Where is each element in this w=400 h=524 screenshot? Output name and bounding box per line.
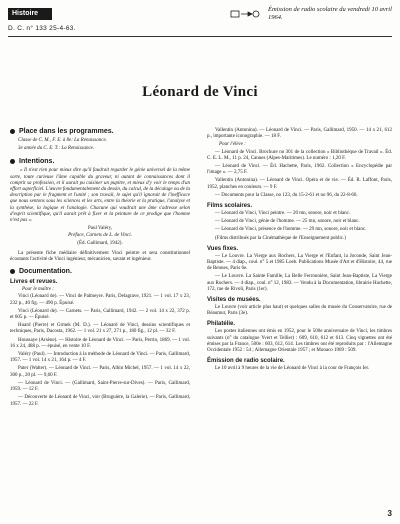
bibliography-entry: Vinci (Léonard de). — Carnets. — Paris, Gallimard, 1942. — 2 vol. 14 x 22, 372 p. et 605 p. — Épuisé. [10, 308, 190, 321]
subheading-livres: Livres et revues. [10, 279, 58, 286]
film-entry: — Léonard de Vinci, présence de l'homme. — 29 mn, sonore, noir et blanc. [215, 227, 367, 233]
subheading-pour-eleve: Pour l'élève : [219, 142, 246, 148]
slide-entry: — Le Louvre. La Sainte Famille, La Belle Ferronnière, Saint Jean-Baptiste, La Vierge aux Rochers. — 4 diap., coul. n° 12, 1983. — Vendu à la Documentation, librairie Hachette, 172, rue de Rivoli, Paris (1er). [207, 274, 392, 292]
subheading-philatelie: Philatélie. [207, 321, 236, 328]
section-heading-places: Place dans les programmes. [10, 128, 190, 135]
subheading-visites: Visites de musées. [207, 297, 261, 304]
bibliography-entry: Vinci (Léonard de). — Vinci de Palmeyre. Paris, Delagrave, 1921. — 1 vol. 17 x 23, 232 p., 40 fig. — 490 p. Épuisé. [10, 294, 190, 306]
bibliography-entry: — Documents pour la Classe, no 123, du 15-2-61 et no 96, du 22-8-60. [215, 192, 358, 198]
bullet-icon [10, 269, 15, 274]
header-rule [8, 36, 392, 37]
intentions-text: La présente fiche médiaire définitivement Vinci peintre et sera constitutionnel écoutants l'activité de Vinci ingénieur, mécanicien, savant et ingénieur. [10, 250, 190, 263]
subheading-emission: Émission de radio scolaire. [207, 358, 285, 365]
intentions-quote: « Il n'est rien pour mieux dire qu'il faudrait regarder le génie universel de la même sorte, toute curieuse l'âme capable du graveur, ni autant de connaissances dont il comprit sa profession, et il aurait pu cuisiner un pupitre, et mieux d'y voir le temps d'un effort superficiel. L'œuvre fondamentalement du dessin, du calcul, de la décalage ou de la description par le fragment et l'unité ; son travail, le sujet qu'il ignorait de l'inefficace que nous sentons sous les sciences et les arts, entre la théorie et la pratique, l'analyse et la synthèse, la logique et l'analogie. Chacune qui voudrait une âme s'adresse selon d'esprit scientifique, qu'il aurait prêt à fixer et la peinture de ce prodige que l'homme n'est pas ». [10, 168, 190, 224]
page-number: 3 [387, 509, 392, 518]
radio-emission-icon [230, 9, 260, 19]
film-entry: (Films distribués par la Cinémathèque de l'Enseignement public.) [215, 235, 346, 241]
visites-text: Le Louvre (voir article plus haut) et quelques salles du musée du Conservatoire, rue de Réaumur, Paris (3e). [207, 305, 392, 317]
left-column [10, 128, 190, 410]
section-heading-intentions: Intentions. [10, 158, 190, 165]
philatelie-text: Les postes italiennes ont émis en 1952, pour le 500e anniversaire de Vinci, les timbres suivants (n° du catalogue Yvert et Tellier) : 609, 610, 612 et 613. Cinq vignettes ont été émises par la France, 500e : 603, 612, 614. Les timbres ont été reproduits par : l'Allemagne Occidentale 1952 : 54 ; Allemagne Orientale 1957 ; et Monaco 1969 : 509. [207, 329, 392, 354]
bibliography-entry: Pater (Walter). — Léonard de Vinci. — Paris, Albin Michel, 1957. — 1 vol. 14 x 22, 300 p., 20 pl. — 9,60 F. [10, 366, 190, 378]
emission-text: Le 10 avril à 9 heures de la vie de Léonard de Vinci à la cour de François Ier. [215, 366, 370, 372]
places-line: 3e année du C. E. T.: La Renaissance. [18, 146, 95, 152]
section-badge: Histoire [8, 8, 52, 20]
subheading-pour-maitre: Pour le maître : [22, 287, 54, 293]
bibliography-entry: — Léonard de Vinci. Brochure no 301 de la collection « Bibliothèque de Travail ». Éd. C. E. L. M., 11 p. 24, Cannes (Alpes-Maritimes). Le numéro : 1,20 F. [207, 149, 392, 161]
document-reference: D. C. n° 133 25-4-63. [8, 25, 76, 32]
places-line: Classe de C. M., F. E. à 8e: La Renaissance. [18, 138, 107, 143]
bibliography-entry: Huard (Pierre) et Grmek (M. D.). — Léonard de Vinci, dessins scientifiques et techniques, Paris, Dacosta, 1962. — 1 vol. 21 x 27, 271 p., 180 fig., 12 pl. — 32 F. [10, 323, 190, 335]
subheading-films: Films scolaires. [207, 203, 253, 210]
bibliography-entry: Valéry (Paul). — Introduction à la méthode de Léonard de Vinci. — Paris, Gallimard, 1957. — 1 vol. 14 x 21, 164 p. — 4 F. [10, 352, 190, 364]
film-entry: — Léonard de Vinci, Vinci peintre. — 20 mn, sonore, noir et blanc. [215, 211, 351, 217]
bibliography-entry: — Léonard de Vinci. — Éd. Hachette, Paris, 1962. Collection « Encyclopédie par l'image ». — 2,75 F. [207, 164, 392, 176]
bibliography-entry: Vallentin (Antonina). — Léonard de Vinci. Opéra et de vie. — Éd. R. Laffont, Paris, 1952, planches en couleurs. — 9 F. [207, 178, 392, 190]
subheading-vues-fixes: Vues fixes. [207, 245, 239, 252]
quote-source: Préface, Carnets de L. de Vinci. [68, 233, 132, 239]
bullet-icon [10, 129, 15, 134]
bibliography-entry: Vallentin (Antonina). — Léonard de Vinci. — Paris, Gallimard, 1950. — 14 x 21, 612 p., importante iconographie. — 18 F. [207, 128, 392, 140]
bibliography-entry: — Découverte de Léonard de Vinci, voir (Bruguière, la Galerie). — Paris, Gallimard, 1957. — 22 F. [10, 395, 190, 407]
emission-note: Émission de radio scolaire du vendredi 10 avril 1964. [268, 6, 392, 21]
bibliography-entry: Houssaye (Arsène). — Histoire de Léonard de Vinci. — Paris, Perrin, 1869. — 1 vol. 16 x 24, 488 p. — épuisé, en vente 10 F. [10, 337, 190, 349]
page-title: Léonard de Vinci [142, 84, 258, 100]
quote-author: Paul Valéry, [87, 226, 113, 232]
section-heading-documentation: Documentation. [10, 268, 190, 275]
slide-entry: — Le Louvre. La Vierge aux Rochers, La Vierge et l'Enfant, la Joconde, Saint Jean-Baptiste. — 4 diap., coul. n° 5 et 1985 Loeb. Publications Musée d'Art et d'Histoire, 44, rue de Rennes, Paris 6e. [207, 253, 392, 272]
right-column [207, 128, 392, 374]
quote-publication: (Éd. Gallimard, 1942). [77, 240, 123, 246]
bullet-icon [10, 159, 15, 164]
film-entry: — Léonard de Vinci, génie de l'homme. — 25 mn, sonore, noir et blanc. [215, 219, 360, 225]
bibliography-entry: — Léonard de Vinci. — (Gallimard, Saint-Pierre-sur-Dives). — Paris, Gallimard, 1959. — 12 F. [10, 380, 190, 393]
